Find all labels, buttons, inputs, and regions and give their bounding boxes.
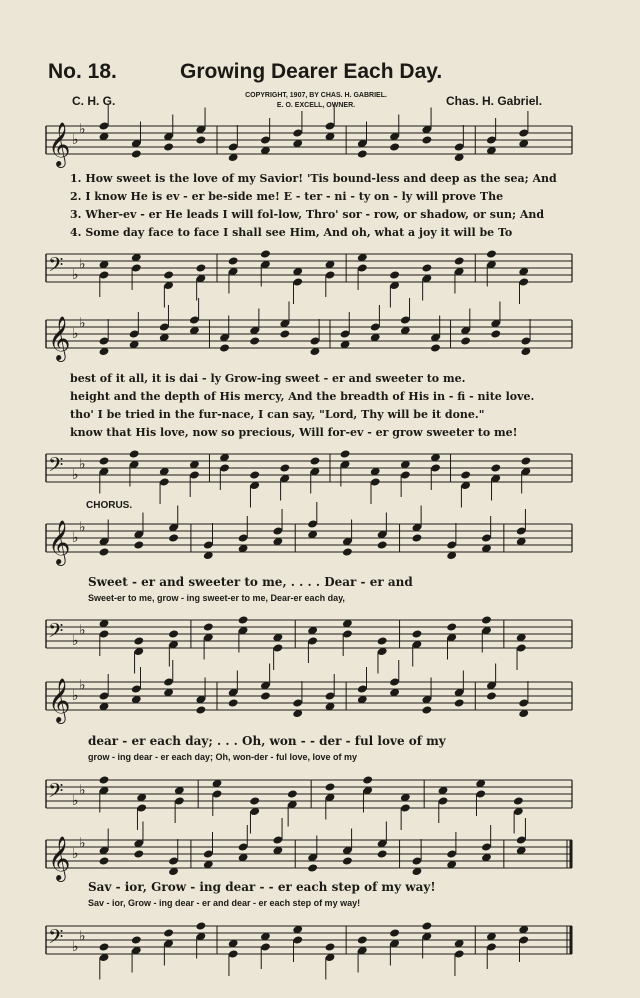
flat-sign: ♭ [72,326,79,342]
note-head [133,636,144,645]
note-head [228,256,239,265]
note-head [99,775,110,784]
note-head [238,615,249,624]
verse-4-line-2: know that His love, now so precious, Will for-ev - er grow sweeter to me! [70,426,518,439]
treble-clef: 𝄞 [48,836,71,880]
note-head [377,849,388,858]
treble-clef: 𝄞 [48,520,71,564]
flat-sign: ♭ [79,519,86,536]
note-head [342,856,353,865]
note-head [195,705,206,714]
note-head [389,270,400,279]
copyright-notice [216,91,416,111]
chorus-lyric-3: Sav - ior, Grow - ing dear - - er each step of my way! [88,880,436,894]
note-head [460,336,471,345]
flat-sign: ♭ [72,688,79,704]
note-head [481,615,492,624]
note-head [168,629,179,638]
note-head [309,456,320,465]
note-head [362,775,373,784]
flat-sign: ♭ [79,456,86,473]
flat-sign: ♭ [72,267,79,283]
treble-clef: 𝄞 [48,316,71,360]
note-head [421,135,432,144]
flat-sign: ♭ [79,121,86,138]
note-head [249,336,260,345]
bass-clef: 𝄢 [48,453,64,481]
note-head [131,149,142,158]
note-head [99,856,110,865]
note-head [490,329,501,338]
note-head [421,921,432,930]
flat-sign: ♭ [79,782,86,799]
hymn-title: Growing Dearer Each Day. [180,60,443,83]
note-head [279,463,290,472]
note-head [260,249,271,258]
note-head [228,698,239,707]
note-head [279,329,290,338]
note-head [454,256,465,265]
verse-3-line-2: tho' I be tried in the fur-nace, I can say, "Lord, Thy will be it done." [70,408,485,421]
note-head [460,470,471,479]
note-head [133,849,144,858]
note-head [129,449,140,458]
note-head [340,449,351,458]
flat-sign: ♭ [79,622,86,639]
note-head [446,622,457,631]
verse-2-line-1: 2. I know He is ev - er be-side me! E - ter - ni - ty on - ly will prove The [70,190,504,203]
chorus-bass-lyric-1: Sweet-er to me, grow - ing sweet-er to me, Dear-er each day, [88,593,345,603]
copyright-line-2: E. O. EXCELL, OWNER. [276,102,356,109]
chorus-bass-lyric-2: grow - ing dear - er each day; Oh, won-der - ful love, love of my [88,752,358,762]
note-head [325,942,336,951]
flat-sign: ♭ [79,256,86,273]
verse-1-line-1: 1. How sweet is the love of my Savior! 'Tis bound-less and deep as the sea; And [70,172,557,185]
system-1-treble-staff [0,118,640,168]
note-head [377,636,388,645]
note-head [411,533,422,542]
system-3-treble-staff [0,516,640,566]
note-head [325,782,336,791]
chorus-label: CHORUS. [86,500,133,511]
note-head [513,796,524,805]
system-3-bass-staff [0,612,640,662]
note-head [307,863,318,872]
note-head [430,343,441,352]
note-head [99,456,110,465]
note-head [249,470,260,479]
flat-sign: ♭ [79,315,86,332]
bass-clef: 𝄢 [48,619,64,647]
note-head [195,135,206,144]
note-head [421,263,432,272]
flat-sign: ♭ [79,835,86,852]
note-head [131,935,142,944]
system-1-bass-staff [0,246,640,296]
note-head [99,942,110,951]
note-head [490,463,501,472]
flat-sign: ♭ [72,132,79,148]
flat-sign: ♭ [79,677,86,694]
note-head [342,547,353,556]
flat-sign: ♭ [72,530,79,546]
note-head [203,622,214,631]
note-head [357,149,368,158]
words-author: C. H. G. [72,94,116,108]
note-head [454,698,465,707]
note-head [486,249,497,258]
treble-clef: 𝄞 [48,678,71,722]
system-5-treble-staff [0,832,640,882]
note-head [389,928,400,937]
flat-sign: ♭ [72,939,79,955]
note-head [163,270,174,279]
system-4-treble-staff [0,674,640,724]
system-5-bass-staff [0,918,640,968]
note-head [195,921,206,930]
system-2-treble-staff [0,312,640,362]
note-head [411,629,422,638]
chorus-lyric-2: dear - er each day; . . . Oh, won - - der - ful love of my [88,734,446,748]
flat-sign: ♭ [72,467,79,483]
note-head [195,263,206,272]
note-head [520,456,531,465]
flat-sign: ♭ [72,793,79,809]
verse-3-line-1: 3. Wher-ev - er He leads I will fol-low, Thro' sor - row, or shadow, or sun; And [70,208,545,221]
verse-4-line-1: 4. Some day face to face I shall see Him, And oh, what a joy it will be To [70,226,513,239]
note-head [163,928,174,937]
chorus-bass-lyric-3: Sav - ior, Grow - ing dear - er and dear - er each step of my way! [88,898,361,908]
verse-2-line-2: height and the depth of His mercy, And the breadth of His in - fi - nite love. [70,390,535,403]
note-head [219,343,230,352]
note-head [389,142,400,151]
note-head [99,547,110,556]
flat-sign: ♭ [79,928,86,945]
hymn-number: No. 18. [48,60,117,83]
flat-sign: ♭ [72,846,79,862]
note-head [357,935,368,944]
system-2-bass-staff [0,446,640,496]
note-head [249,796,260,805]
note-head [377,540,388,549]
note-head [486,691,497,700]
bass-clef: 𝄢 [48,253,64,281]
note-head [168,533,179,542]
music-composer: Chas. H. Gabriel. [446,94,543,108]
note-head [421,705,432,714]
system-4-bass-staff [0,772,640,822]
verse-1-line-2: best of it all, it is dai - ly Grow-ing sweet - er and sweeter to me. [70,372,466,385]
note-head [163,142,174,151]
note-head [260,691,271,700]
note-head [133,540,144,549]
flat-sign: ♭ [72,633,79,649]
bass-clef: 𝄢 [48,779,64,807]
bass-clef: 𝄢 [48,925,64,953]
treble-clef: 𝄞 [48,122,71,166]
chorus-lyric-1: Sweet - er and sweeter to me, . . . . Dear - er and [88,575,413,589]
copyright-line-1: COPYRIGHT, 1907, BY CHAS. H. GABRIEL. [245,92,387,99]
note-head [287,789,298,798]
